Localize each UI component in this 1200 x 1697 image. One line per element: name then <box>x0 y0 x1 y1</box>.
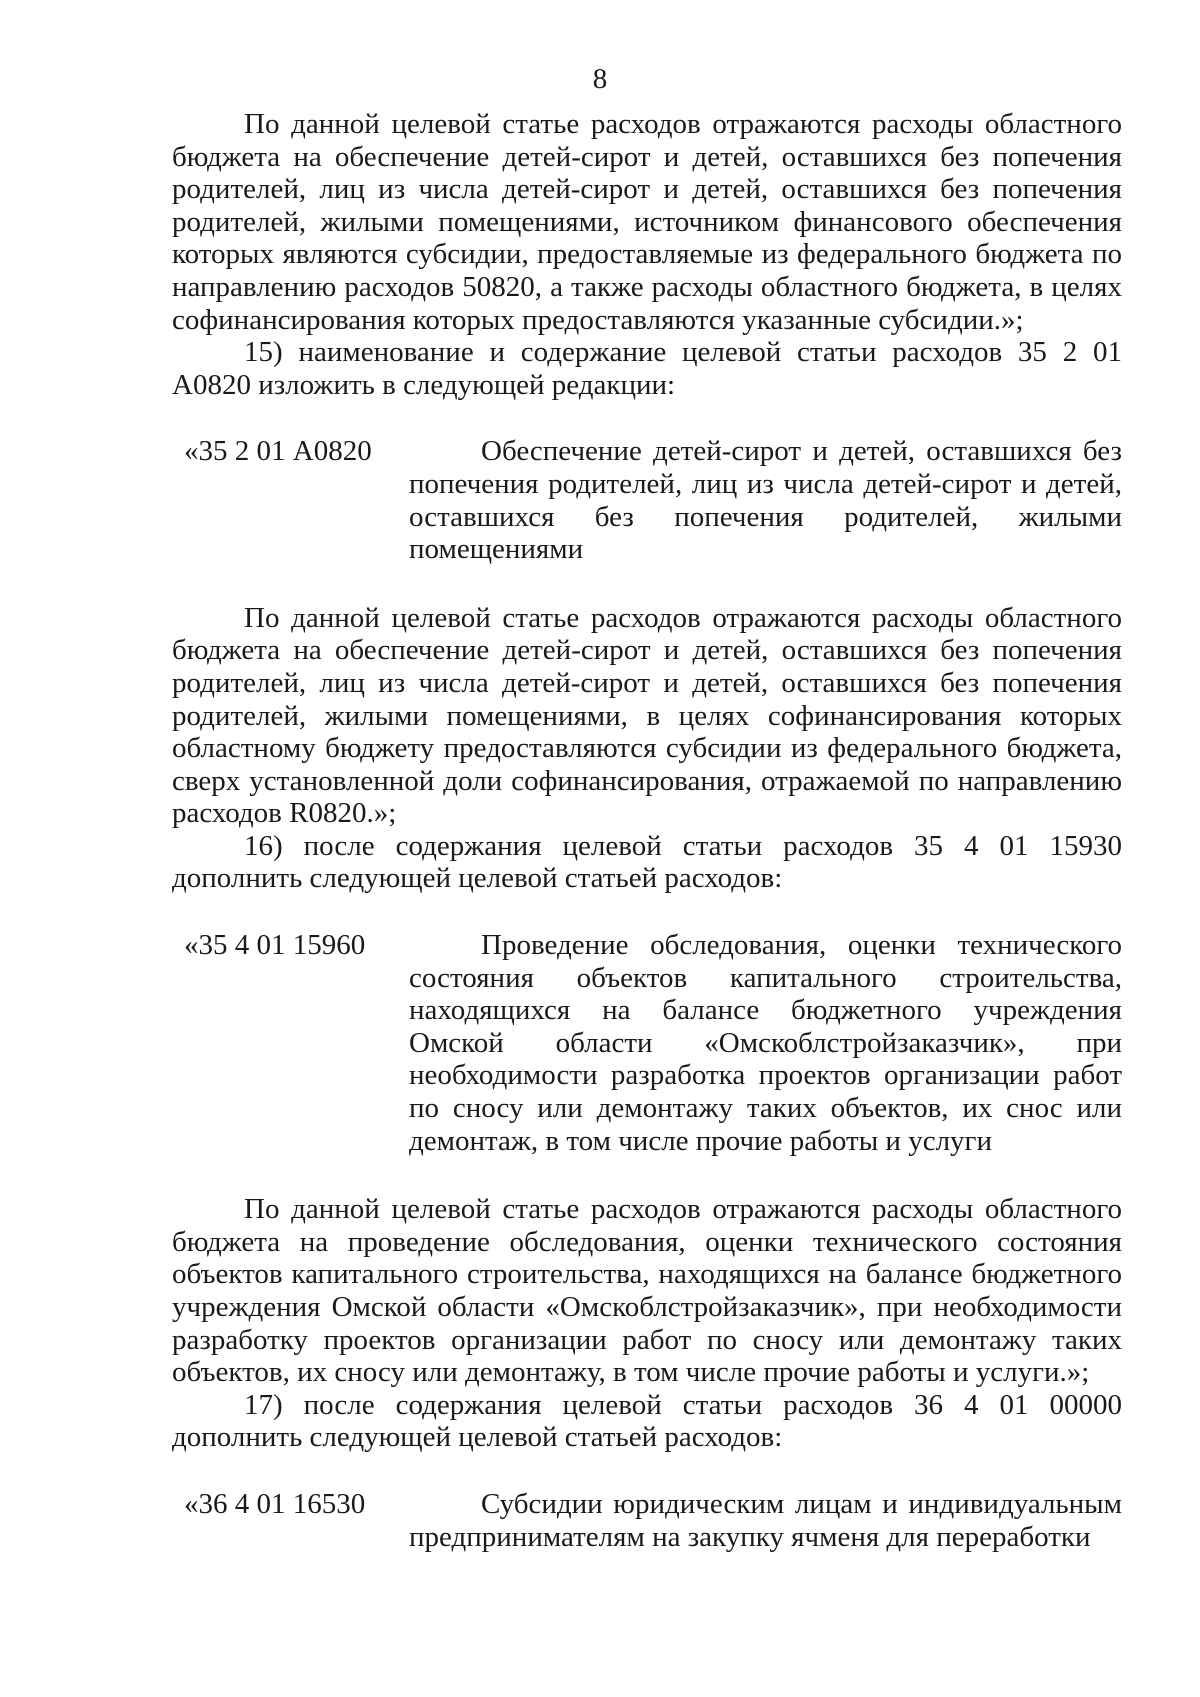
budget-entry-1 <box>172 435 1122 565</box>
budget-entry-code: «36 4 01 16530 <box>184 1487 366 1520</box>
budget-entry-code: «35 2 01 А0820 <box>184 435 372 468</box>
budget-entry-3 <box>172 1488 1122 1553</box>
budget-entry-text: Субсидии юридическим лицам и индивидуальным предпринимателям на закупку ячменя для переработки <box>409 1487 1122 1553</box>
paragraph-item-15: 15) наименование и содержание целевой статьи расходов 35 2 01 А0820 изложить в следующей редакции: <box>172 336 1122 401</box>
budget-entry-2 <box>172 929 1122 1157</box>
page-number: 8 <box>592 63 608 95</box>
budget-entry-text: Обеспечение детей-сирот и детей, оставшихся без попечения родителей, лиц из числа детей-сирот и детей, оставшихся без попечения родителей, жилыми помещениями <box>409 435 1122 566</box>
budget-entry-text: Проведение обследования, оценки технического состояния объектов капитального строительства, находящихся на балансе бюджетного учреждения Омской области «Омскоблстройзаказчик», при необходимости разработка проектов организации работ по сносу или демонтажу таких объектов, их снос или демонтаж, в том числе прочие работы и услуги <box>409 929 1122 1157</box>
paragraph-2: По данной целевой статье расходов отражаются расходы областного бюджета на обеспечение детей-сирот и детей, оставшихся без попечения родителей, лиц из числа детей-сирот и детей, оставшихся без попечения родителей, жилыми помещениями, в целях софинансирования которых областному бюджету предоставляются субсидии из федерального бюджета, сверх установленной доли софинансирования, отражаемой по направлению расходов R0820.»; <box>172 601 1122 830</box>
budget-entry-code: «35 4 01 15960 <box>184 929 366 962</box>
paragraph-1: По данной целевой статье расходов отражаются расходы областного бюджета на обеспечение детей-сирот и детей, оставшихся без попечения родителей, лиц из числа детей-сирот и детей, оставшихся без попечения родителей, жилыми помещениями, источником финансового обеспечения которых являются субсидии, предоставляемые из федерального бюджета по направлению расходов 50820, а также расходы областного бюджета, в целях софинансирования которых предоставляются указанные субсидии.»; <box>172 108 1122 336</box>
paragraph-item-16: 16) после содержания целевой статьи расходов 35 4 01 15930 дополнить следующей целевой статьей расходов: <box>172 829 1122 895</box>
paragraph-item-17: 17) после содержания целевой статьи расходов 36 4 01 00000 дополнить следующей целевой статьей расходов: <box>172 1388 1122 1454</box>
document-body <box>172 108 1122 1553</box>
paragraph-3: По данной целевой статье расходов отражаются расходы областного бюджета на проведение обследования, оценки технического состояния объектов капитального строительства, находящихся на балансе бюджетного учреждения Омской области «Омскоблстройзаказчик», при необходимости разработку проектов организации работ по сносу или демонтажу таких объектов, их сносу или демонтажу, в том числе прочие работы и услуги.»; <box>172 1193 1122 1389</box>
